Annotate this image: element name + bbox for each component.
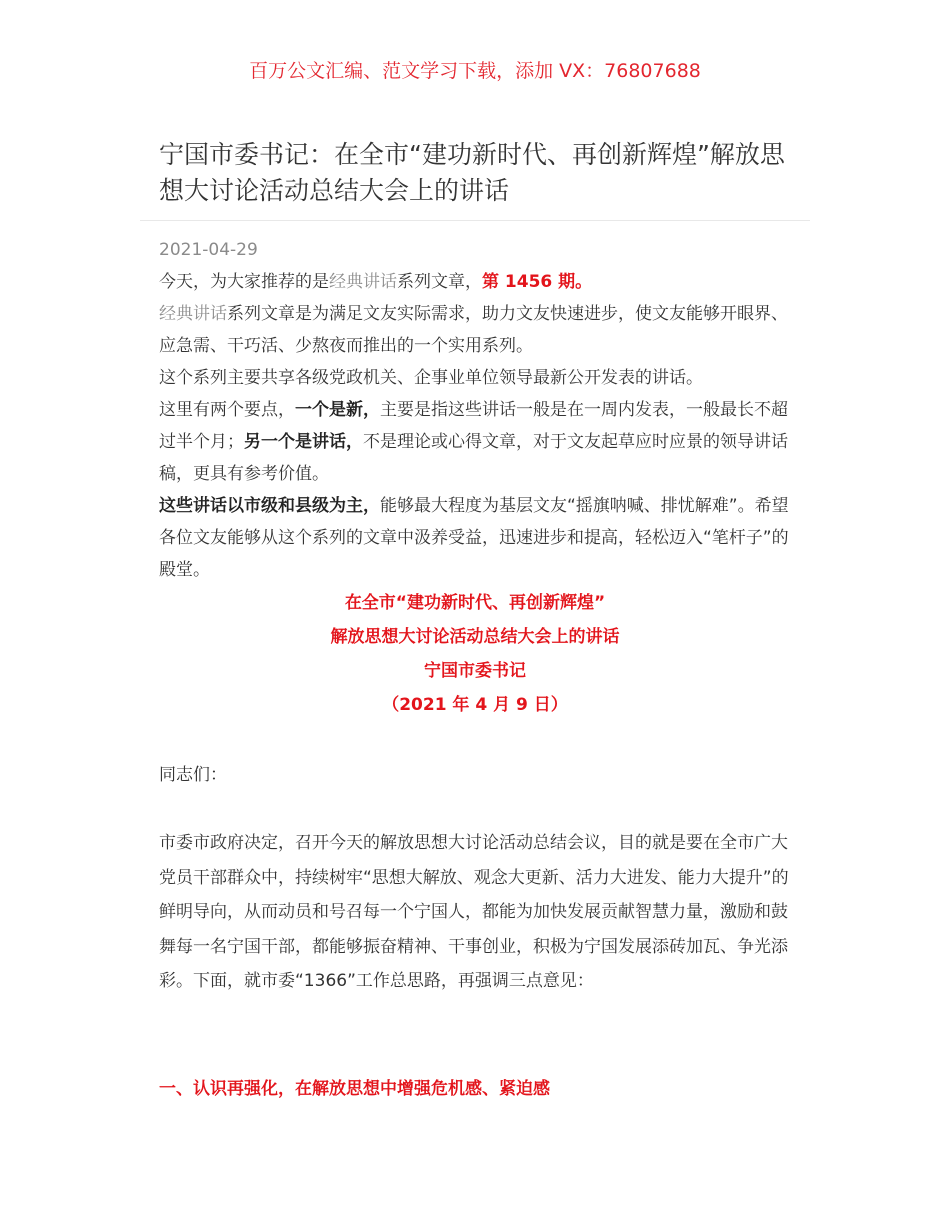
speech-heading-line-1: 在全市“建功新时代、再创新辉煌” [344,593,606,613]
speech-paragraph-1: 市委市政府决定，召开今天的解放思想大讨论活动总结会议，目的就是要在全市广大党员干部群众中，持续树牢“思想大解放、观念大更新、活力大进发、能力大提升”的鲜明导向，从而动员和号召每一个宁国人，都能为加快发展贡献智慧力量，激励和鼓舞每一名宁国干部，都能够振奋精神、干事创业，积极为宁国发展添砖加瓦、争光添彩。下面，就市委“1366”工作总思路，再强调三点意见： [159,833,789,991]
intro-line-4-suffix: 不是理论或心得文章，对于文友起草应时应景的领导讲话稿，更具有参考价值。 [159,432,788,484]
intro-line-4 [159,394,799,490]
key-point-1: 一个是新， [295,400,380,420]
speech-heading-date: （2021 年 4 月 9 日） [382,695,568,715]
speech-greeting: 同志们： [159,765,227,785]
intro-line-1-middle: 系列文章， [397,272,482,292]
intro-line-1-prefix: 今天，为大家推荐的是 [159,272,329,292]
speech-heading [159,586,791,722]
speech-heading-speaker: 宁国市委书记 [424,661,526,681]
intro-line-2-text: 系列文章是为满足文友实际需求，助力文友快速进步，使文友能够开眼界、应急需、干巧活、少熬夜而推出的一个实用系列。 [159,304,788,356]
series-name-link[interactable]: 经典讲话 [329,272,397,292]
intro-line-2 [159,298,799,362]
intro-line-4-prefix: 这里有两个要点， [159,400,295,420]
series-name-link[interactable]: 经典讲话 [159,304,227,324]
intro-line-3: 这个系列主要共享各级党政机关、企事业单位领导最新公开发表的讲话。 [159,368,703,388]
intro-line-5 [159,490,799,586]
issue-number: 第 1456 期。 [482,272,593,292]
speech-heading-line-2: 解放思想大讨论活动总结大会上的讲话 [330,627,620,647]
intro-line-5-text: 能够最大程度为基层文友“摇旗呐喊、排忧解难”。希望各位文友能够从这个系列的文章中汲养受益，迅速进步和提高，轻松迈入“笔杆子”的殿堂。 [159,496,789,580]
intro-line-4-middle: 主要是指这些讲话一般是在一周内发表，一般最长不超过半个月； [159,400,788,452]
watermark-banner: 百万公文汇编、范文学习下载，添加 VX：76807688 [249,60,701,82]
intro-line-5-bold: 这些讲话以市级和县级为主， [159,496,380,516]
title-divider [140,220,810,221]
intro-section [159,266,799,586]
section-heading-1: 一、认识再强化，在解放思想中增强危机感、紧迫感 [159,1079,550,1099]
article-title: 宁国市委书记：在全市“建功新时代、再创新辉煌”解放思想大讨论活动总结大会上的讲话 [159,140,785,205]
key-point-2: 另一个是讲话， [244,432,363,452]
publish-date: 2021-04-29 [159,240,258,260]
intro-line-1 [159,266,799,298]
